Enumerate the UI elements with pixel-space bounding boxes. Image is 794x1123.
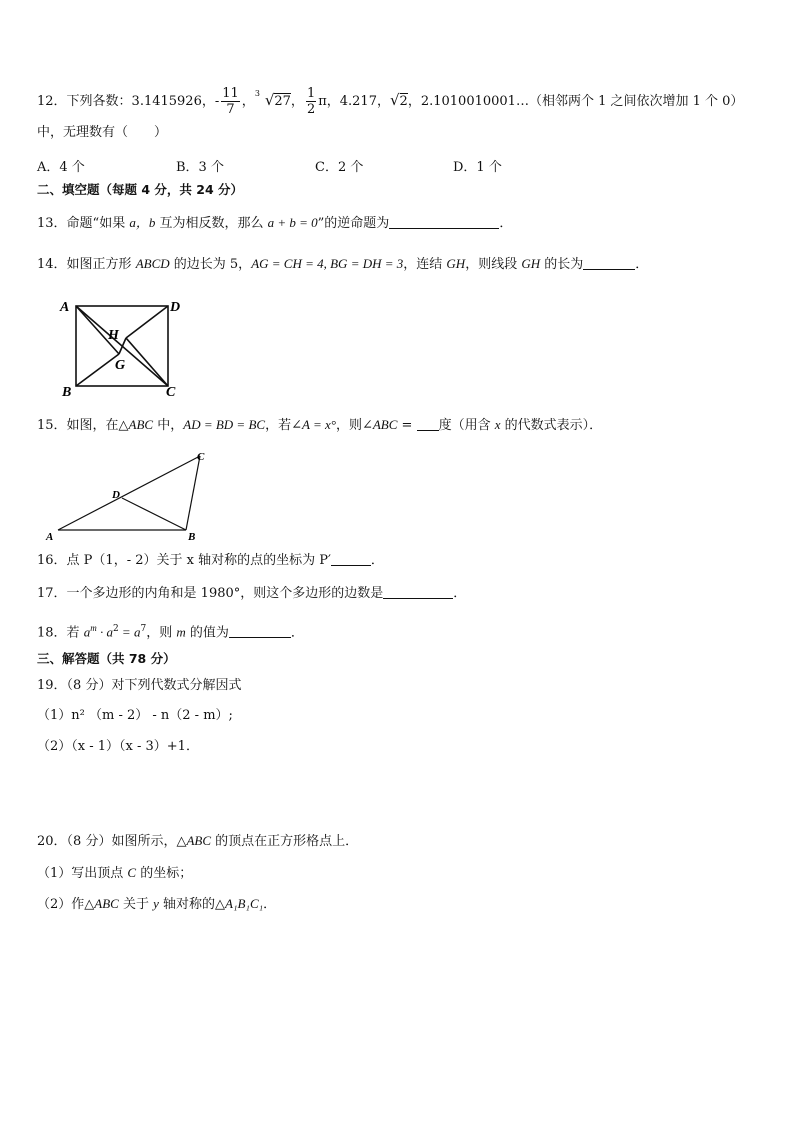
q14-mid2: ，连结 <box>403 257 447 272</box>
q14-answer-blank[interactable] <box>583 255 635 270</box>
q15-label-d: D <box>112 489 120 501</box>
q15-line <box>37 416 602 435</box>
q19-part1: （1）n² （m - 2） - n（2 - m）; <box>37 708 233 723</box>
q15-mid: 中， <box>153 418 184 433</box>
q15-eq2: = <box>397 418 417 433</box>
q15-angle-abc: ABC <box>372 417 398 432</box>
q17-text: 17．一个多边形的内角和是 1980°，则这个多边形的边数是 <box>37 586 384 601</box>
q12-cbrt-radicand: 27 <box>274 94 291 109</box>
q14-end: ． <box>635 257 649 272</box>
q13-end: ． <box>499 216 513 231</box>
q14-line <box>37 255 648 274</box>
q14-segment-bg <box>76 354 119 386</box>
q15-segment-ac <box>58 456 200 530</box>
q14-segment-gh <box>119 338 126 354</box>
q14-label-c: C <box>166 385 176 400</box>
q15-mid2: ，若∠ <box>265 418 302 433</box>
q20-part2 <box>37 895 276 914</box>
q12-minus: - <box>214 94 220 109</box>
q15-triangle-figure <box>40 446 220 544</box>
q18-exp-m: m <box>90 623 97 633</box>
q12-cbrt-index: 3 <box>254 89 260 98</box>
q14-square-figure <box>56 294 192 400</box>
q12-frac2-denominator: 2 <box>306 102 316 117</box>
q15-label-c: C <box>197 451 205 463</box>
q17-line <box>37 584 466 603</box>
q20-part2-c: 轴对称的△ <box>158 897 226 912</box>
q17-end: ． <box>453 586 467 601</box>
section-solutions-heading: 三、解答题（共 78 分） <box>37 651 176 666</box>
q15-suffix2: 的代数式表示）． <box>500 418 603 433</box>
q15-condition: AD = BD = BC <box>183 417 266 432</box>
q18-answer-blank[interactable] <box>229 623 291 638</box>
q15-segment-bc <box>186 456 200 530</box>
q18-eq-a: = a <box>118 624 141 640</box>
q12-frac1-denominator: 7 <box>226 102 235 117</box>
q14-condition: AG = CH = 4, BG = DH = 3 <box>251 256 404 271</box>
q19-part2: （2）（x - 1）（x - 3）+1． <box>37 739 199 754</box>
q15-angle-a: A <box>301 417 310 432</box>
q20-triangle: ABC <box>186 833 212 848</box>
q12-frac2-numerator: 1 <box>306 86 316 101</box>
q14-square-name: ABCD <box>135 256 170 271</box>
q15-label-a: A <box>46 531 54 543</box>
q14-segment-ch <box>126 338 168 386</box>
q14-prefix: 14．如图正方形 <box>37 257 136 272</box>
q13-vars: a，b <box>129 215 156 230</box>
q14-suffix: 的长为 <box>540 257 584 272</box>
q20-y-axis: y <box>153 896 159 911</box>
q18-prefix: 18．若 <box>37 625 84 641</box>
q15-label-b: B <box>188 531 196 543</box>
q15-eq: = x° <box>309 417 336 432</box>
q20-part2-a: （2）作△ <box>37 897 95 912</box>
q12-sqrt-radicand: 2 <box>399 94 408 109</box>
q12-cube-root: 3 √27 <box>255 91 291 111</box>
q13-prefix: 13．命题“如果 <box>37 216 130 231</box>
q12-option-c: C．2 个 <box>315 160 364 175</box>
q14-mid: 的边长为 5， <box>169 257 252 272</box>
q17-answer-blank[interactable] <box>383 584 453 599</box>
q18-dot-a: · a <box>96 624 113 640</box>
q12-pi-part: π，4.217， <box>318 94 390 109</box>
q14-gh2: GH <box>521 256 541 271</box>
q20-triangle2: ABC <box>94 896 119 911</box>
q13-expr: a + b = 0 <box>267 215 318 230</box>
q12-prefix: 12．下列各数：3.1415926， <box>37 94 215 109</box>
q18-end: ． <box>290 625 304 641</box>
q15-suffix: 度（用含 <box>438 418 495 433</box>
q20-end: ． <box>263 897 277 912</box>
q16-end: ． <box>370 553 384 568</box>
q14-label-g: G <box>115 358 126 373</box>
q20-part1 <box>37 864 192 883</box>
q12-fraction-1-2 <box>306 86 316 117</box>
q15-segment-db <box>122 498 186 530</box>
q16-text: 16．点 P（1，- 2）关于 x 轴对称的点的坐标为 P′ <box>37 553 331 568</box>
q12-square-root: √2 <box>389 91 408 109</box>
q13-line <box>37 214 512 233</box>
q12-option-b: B．3 个 <box>176 160 224 175</box>
q16-answer-blank[interactable] <box>331 551 371 566</box>
q18-line <box>37 619 304 642</box>
q12-frac1-numerator: 11 <box>222 86 239 101</box>
q20-triangle3: A₁B₁C₁ <box>225 896 264 911</box>
q20-part2-b: 关于 <box>118 897 154 912</box>
q12-line1: 12．下列各数：3.1415926，- $\frac{11}{7}$ ， 3 √27， $\frac{1}{2}$ π，4.217，√2，2.1010010001…（相邻两个 1 之间依次增加 1 个 0） <box>37 86 744 117</box>
q12-option-a: A．4 个 <box>37 160 85 175</box>
q18-mid: ，则 <box>146 625 177 641</box>
q14-label-h: H <box>108 328 119 343</box>
q15-mid3: ，则∠ <box>335 418 373 433</box>
q20-suffix: 的顶点在正方形格点上． <box>211 834 359 849</box>
q14-label-a: A <box>60 300 70 315</box>
q13-answer-blank[interactable] <box>389 214 499 229</box>
q16-line <box>37 551 384 570</box>
q15-answer-blank[interactable] <box>417 416 439 431</box>
q15-prefix: 15．如图，在△ <box>37 418 129 433</box>
q18-m: m <box>176 624 186 640</box>
q20-part1-a: （1）写出顶点 <box>37 866 128 881</box>
q15-x: x <box>494 417 501 432</box>
q12-line2: 中，无理数有（ ） <box>37 125 168 140</box>
q19-title: 19．（8 分）对下列代数式分解因式 <box>37 678 242 693</box>
q18-suffix: 的值为 <box>185 625 229 641</box>
q20-prefix: 20．（8 分）如图所示，△ <box>37 834 187 849</box>
q18-exp-2: 2 <box>112 624 119 634</box>
q14-mid3: ，则线段 <box>465 257 522 272</box>
section-fill-in-heading: 二、填空题（每题 4 分，共 24 分） <box>37 182 244 197</box>
q20-vertex-c: C <box>127 865 137 880</box>
q18-exp-7: 7 <box>140 624 147 634</box>
q12-suffix: ，2.1010010001…（相邻两个 1 之间依次增加 1 个 0） <box>407 94 744 109</box>
q15-triangle: ABC <box>128 417 154 432</box>
q18-base-a: a <box>83 624 91 640</box>
q20-part1-b: 的坐标； <box>136 866 193 881</box>
q20-line <box>37 832 358 851</box>
q13-mid: 互为相反数，那么 <box>155 216 268 231</box>
q12-fraction-11-7 <box>221 86 240 117</box>
q14-segment-dh <box>126 306 168 338</box>
q13-suffix: ”的逆命题为 <box>317 216 390 231</box>
q14-gh: GH <box>446 256 466 271</box>
q14-label-b: B <box>62 385 72 400</box>
q12-option-d: D．1 个 <box>453 160 502 175</box>
q14-label-d: D <box>170 300 181 315</box>
